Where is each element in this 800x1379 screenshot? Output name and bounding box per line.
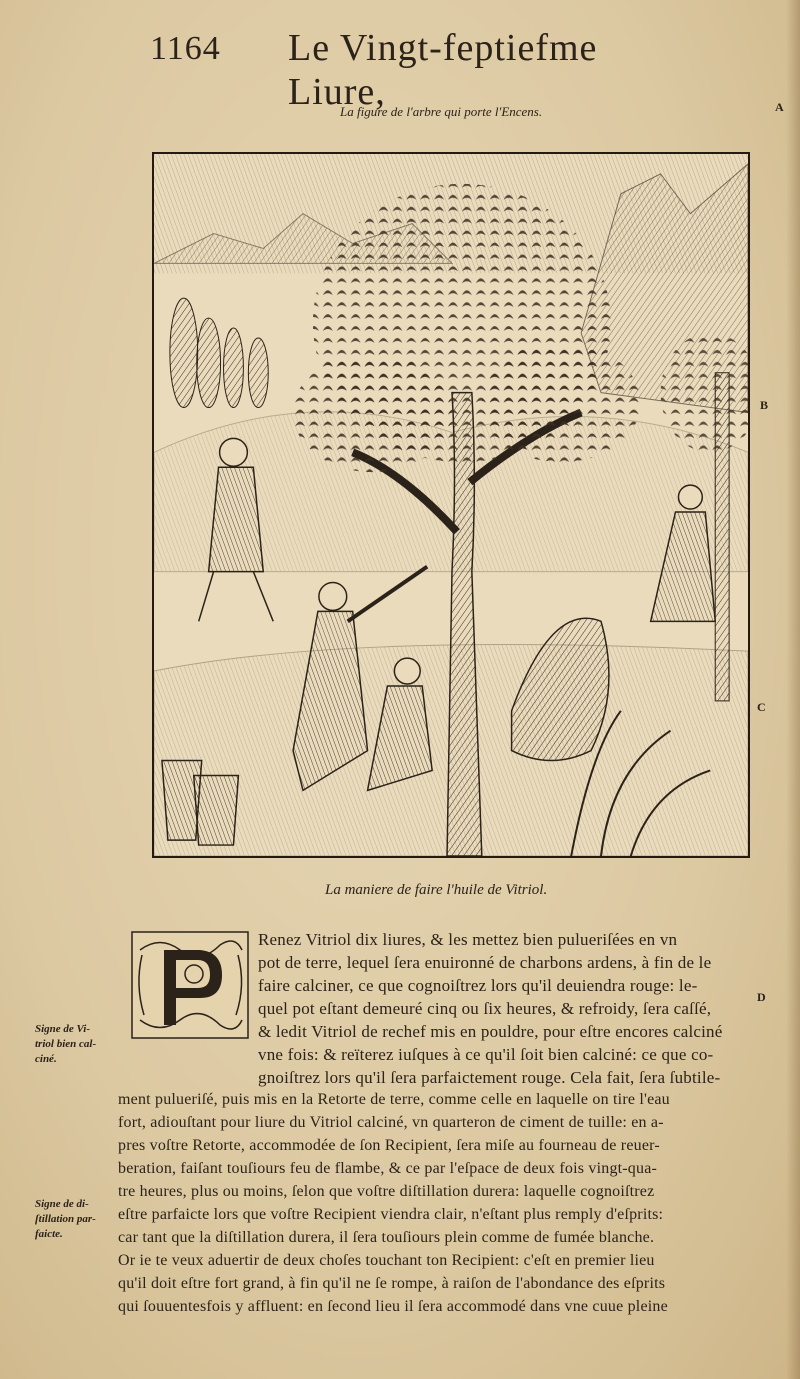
body-text-line: beration, faiſant touſiours feu de flambe, & ce par l'eſpace de deux fois vingt-qua-	[118, 1160, 658, 1177]
body-text-line: quel pot eſtant demeuré cinq ou ſix heures, & refroidy, ſera caſſé,	[258, 999, 712, 1018]
body-text-line: gnoiſtrez lors qu'il ſera parfaictement rouge. Cela fait, ſera ſubtile-	[258, 1068, 721, 1087]
decorated-initial-p-icon	[130, 930, 250, 1040]
body-text-line: fort, adiouſtant pour liure du Vitriol calciné, vn quarteron de ciment de tuille: en a-	[118, 1114, 664, 1131]
page-number: 1164	[150, 30, 221, 67]
body-text-line: Renez Vitriol dix liures, & les mettez bien pulueriſées en vn	[258, 930, 678, 949]
body-text-line: & ledit Vitriol de rechef mis en pouldre, pour eſtre encores calciné	[258, 1022, 723, 1041]
margin-letter-b: B	[760, 398, 769, 412]
figure-caption-tree: La figure de l'arbre qui porte l'Encens.	[340, 104, 543, 119]
margin-note-vitriol: Signe de Vi- triol bien cal- ciné.	[35, 1023, 97, 1065]
margin-letter-d: D	[757, 990, 766, 1004]
margin-letter-a: A	[775, 100, 784, 114]
body-text-line: vne fois: & reïterez iuſques à ce qu'il ſoit bien calciné: ce que co-	[258, 1045, 714, 1064]
body-text-line: faire calciner, ce que cognoiſtrez lors qu'il deuiendra rouge: le-	[258, 976, 698, 995]
figure-caption-vitriol: La maniere de faire l'huile de Vitriol.	[325, 882, 548, 898]
body-text-line: ment pulueriſé, puis mis en la Retorte de terre, comme celle en laquelle on tire l'eau	[118, 1091, 670, 1108]
body-text-line: pot de terre, lequel ſera enuironné de charbons ardens, à fin de le	[258, 953, 712, 972]
body-text-line: tre heures, plus ou moins, ſelon que voſtre diſtillation durera: laquelle cognoiſtrez	[118, 1183, 655, 1200]
page-edge-shadow	[786, 0, 800, 1379]
margin-letter-c: C	[757, 700, 766, 714]
body-text-line: Or ie te veux aduertir de deux choſes touchant ton Recipient: c'eſt en premier lieu	[118, 1252, 655, 1269]
body-text-line: qu'il doit eſtre fort grand, à fin qu'il ne ſe rompe, à raiſon de l'abondance des eſprits	[118, 1275, 666, 1292]
body-text-line: eſtre parfaicte lors que voſtre Recipient viendra clair, n'eſtant plus remply d'eſprits:	[118, 1206, 664, 1223]
running-title: Le Vingt-feptiefme Liure,	[288, 27, 598, 113]
body-text-line: car tant que la diſtillation durera, il ſera touſiours plein comme de fumée blanche.	[118, 1229, 655, 1246]
body-text-line: qui ſouuentesfois y affluent: en ſecond lieu il ſera accommodé dans vne cuue pleine	[118, 1298, 668, 1315]
incense-tree-woodcut-icon	[152, 152, 750, 858]
margin-note-distillation: Signe de di- ſtillation par- faicte.	[35, 1198, 96, 1240]
body-text-line: pres voſtre Retorte, accommodée de ſon Recipient, ſera miſe au fourneau de reuer-	[118, 1137, 660, 1154]
